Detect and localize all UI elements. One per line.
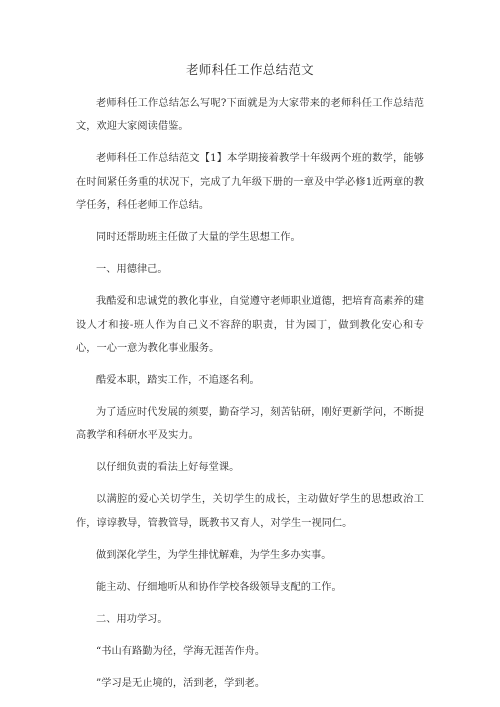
paragraph: 做到深化学生，为学生排忧解难，为学生多办实事。 bbox=[96, 549, 332, 561]
paragraph: 为了适应时代发展的须要，勤奋学习，刻苦钻研，刚好更新学问，不断提高教学和科研水平及实力。 bbox=[76, 407, 424, 442]
paragraph: 老师科任工作总结范文【1】本学期接着教学十年级两个班的数学，能够在时间紧任务重的状况下，完成了九年级下册的一章及中学必修1近两章的教学任务，科任老师工作总结。 bbox=[76, 153, 424, 212]
paragraph: 以仔细负责的看法上好每堂课。 bbox=[96, 462, 240, 474]
paragraph: 老师科任工作总结怎么写呢?下面就是为大家带来的老师科任工作总结范文，欢迎大家阅读借鉴。 bbox=[76, 98, 424, 133]
section-heading: 二、用功学习。 bbox=[96, 613, 168, 625]
section-heading: 一、用德律己。 bbox=[96, 264, 168, 276]
document-title: 老师科任工作总结范文 bbox=[185, 62, 314, 77]
paragraph: 我酷爱和忠诚党的教化事业，自觉遵守老师职业道德，把培育高素养的建设人才和接-班人作为自己义不容辞的职责，甘为园丁，做到教化安心和专心，一心一意为教化事业服务。 bbox=[76, 296, 424, 355]
paragraph: ”学习是无止境的，活到老，学到老。 bbox=[96, 677, 266, 689]
paragraph: 酷爱本职，踏实工作，不追逐名利。 bbox=[96, 375, 260, 387]
paragraph: 同时还帮助班主任做了大量的学生思想工作。 bbox=[96, 232, 301, 244]
paragraph: “书山有路勤为径，学海无涯苦作舟。 bbox=[96, 645, 266, 657]
paragraph: 以满腔的爱心关切学生，关切学生的成长，主动做好学生的思想政治工作，谆谆教导，管教管导，既教书又育人，对学生一视同仁。 bbox=[76, 494, 424, 529]
paragraph: 能主动、仔细地听从和协作学校各级领导支配的工作。 bbox=[96, 581, 342, 593]
